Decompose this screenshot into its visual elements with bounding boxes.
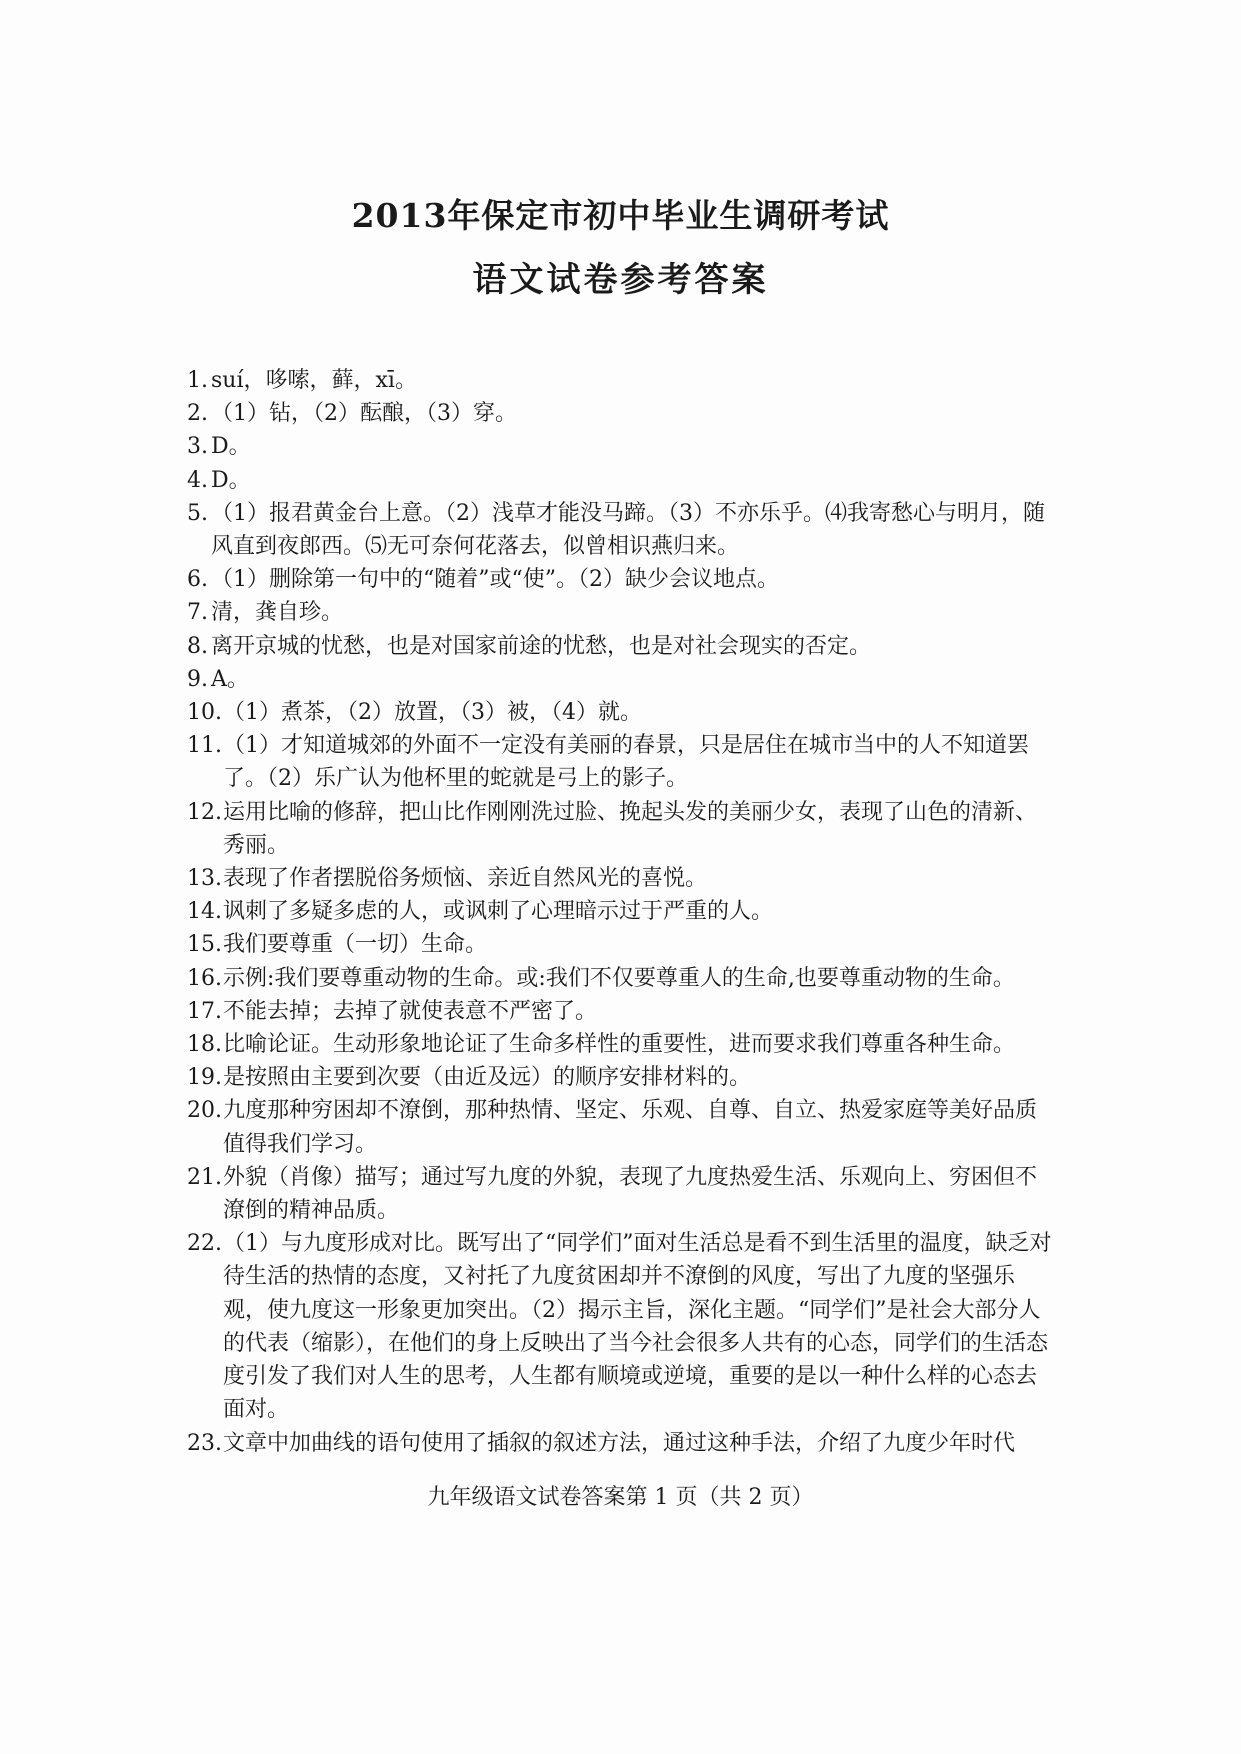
answer-number: 5.	[187, 500, 208, 526]
answer-text: 不能去掉；去掉了就使表意不严密了。	[223, 998, 598, 1024]
answer-item	[187, 497, 1057, 563]
answer-text: A。	[211, 666, 249, 692]
answer-number: 6.	[187, 567, 208, 593]
answer-text: 示例:我们要尊重动物的生命。或:我们不仅要尊重人的生命,也要尊重动物的生命。	[223, 965, 1015, 991]
answer-text: （1）钻，（2）酝酿，（3）穿。	[211, 401, 517, 427]
answer-number: 9.	[187, 666, 208, 692]
answer-text: 是按照由主要到次要（由近及远）的顺序安排材料的。	[223, 1065, 752, 1091]
answer-number: 19.	[187, 1065, 222, 1091]
answer-text: 外貌（肖像）描写；通过写九度的外貌，表现了九度热爱生活、乐观向上、穷困但不潦倒的精神品质。	[223, 1164, 1038, 1224]
answer-number: 22.	[187, 1231, 222, 1257]
answer-number: 16.	[187, 965, 222, 991]
answer-number: 3.	[187, 434, 208, 460]
answer-item	[187, 796, 1057, 862]
answer-text: 表现了作者摆脱俗务烦恼、亲近自然风光的喜悦。	[223, 866, 708, 892]
answer-text: （1）与九度形成对比。既写出了“同学们”面对生活总是看不到生活里的温度，缺乏对待生活的热情的态度，又衬托了九度贫困却并不潦倒的风度，写出了九度的坚强乐观，使九度这一形象更加突出。（2）揭示主旨，深化主题。“同学们”是社会大部分人的代表（缩影），在他们的身上反映出了当今社会很多人共有的心态，同学们的生活态度引发了我们对人生的思考，人生都有顺境或逆境，重要的是以一种什么样的心态去面对。	[223, 1231, 1052, 1423]
answer-number: 18.	[187, 1032, 222, 1058]
answer-text: D。	[211, 434, 251, 460]
answer-item	[187, 1227, 1057, 1426]
answer-item	[187, 1061, 1057, 1094]
answer-item	[187, 1161, 1057, 1227]
answer-text: 运用比喻的修辞，把山比作刚刚洗过脸、挽起头发的美丽少女，表现了山色的清新、秀丽。	[223, 799, 1038, 858]
answer-text: 讽刺了多疑多虑的人，或讽刺了心理暗示过于严重的人。	[223, 899, 774, 925]
answer-item	[187, 563, 1057, 596]
answer-text: 离开京城的忧愁，也是对国家前途的忧愁，也是对社会现实的否定。	[211, 633, 872, 659]
document-subtitle: 语文试卷参考答案	[472, 260, 769, 300]
answer-number: 23.	[187, 1430, 222, 1456]
answer-item	[187, 1427, 1057, 1460]
answer-item	[187, 430, 1057, 463]
answer-text: 我们要尊重（一切）生命。	[223, 932, 488, 958]
answer-item	[187, 630, 1057, 663]
answer-item	[187, 364, 1057, 397]
answer-number: 10.	[187, 700, 222, 726]
page-footer: 九年级语文试卷答案第 1 页（共 2 页）	[427, 1485, 814, 1510]
answer-item	[187, 962, 1057, 995]
answer-text: suí，哆嗦，藓，xī。	[211, 368, 417, 393]
answer-number: 11.	[187, 733, 222, 759]
answer-number: 20.	[187, 1098, 222, 1124]
answer-item	[187, 1094, 1057, 1160]
answer-text: （1）才知道城郊的外面不一定没有美丽的春景，只是居住在城市当中的人不知道罢了。（2）乐广认为他杯里的蛇就是弓上的影子。	[223, 733, 1029, 792]
answer-number: 21.	[187, 1164, 222, 1190]
answer-item	[187, 729, 1057, 795]
answer-item	[187, 995, 1057, 1028]
answer-item	[187, 895, 1057, 928]
answer-number: 7.	[187, 600, 208, 626]
answer-text: 清，龚自珍。	[211, 600, 344, 626]
answer-item	[187, 1028, 1057, 1061]
document-title: 2013年保定市初中毕业生调研考试	[351, 196, 890, 235]
answer-text: 九度那种穷困却不潦倒，那种热情、坚定、乐观、自尊、自立、热爱家庭等美好品质值得我们学习。	[223, 1098, 1038, 1157]
answer-list	[187, 364, 1057, 1460]
answer-number: 8.	[187, 633, 208, 659]
answer-item	[187, 397, 1057, 430]
answer-text: （1）删除第一句中的“随着”或“使”。（2）缺少会议地点。	[211, 567, 779, 593]
answer-text: （1）报君黄金台上意。（2）浅草才能没马蹄。（3）不亦乐乎。⑷我寄愁心与明月，随风直到夜郎西。⑸无可奈何花落去，似曾相识燕归来。	[211, 500, 1045, 560]
answer-text: 比喻论证。生动形象地论证了生命多样性的重要性，进而要求我们尊重各种生命。	[223, 1032, 1016, 1058]
answer-number: 17.	[187, 998, 222, 1024]
answer-number: 4.	[187, 467, 208, 493]
answer-item	[187, 464, 1057, 497]
answer-number: 14.	[187, 899, 222, 925]
answer-text: D。	[211, 467, 251, 493]
answer-item	[187, 696, 1057, 729]
answer-number: 1.	[187, 368, 208, 393]
answer-item	[187, 862, 1057, 895]
answer-number: 15.	[187, 932, 222, 958]
answer-text: 文章中加曲线的语句使用了插叙的叙述方法，通过这种手法，介绍了九度少年时代	[223, 1430, 1016, 1456]
answer-number: 12.	[187, 799, 222, 825]
answer-text: （1）煮茶，（2）放置，（3）被，（4）就。	[223, 700, 642, 726]
answer-number: 13.	[187, 866, 222, 892]
answer-item	[187, 928, 1057, 961]
answer-number: 2.	[187, 401, 208, 427]
answer-item	[187, 663, 1057, 696]
answer-item	[187, 596, 1057, 629]
